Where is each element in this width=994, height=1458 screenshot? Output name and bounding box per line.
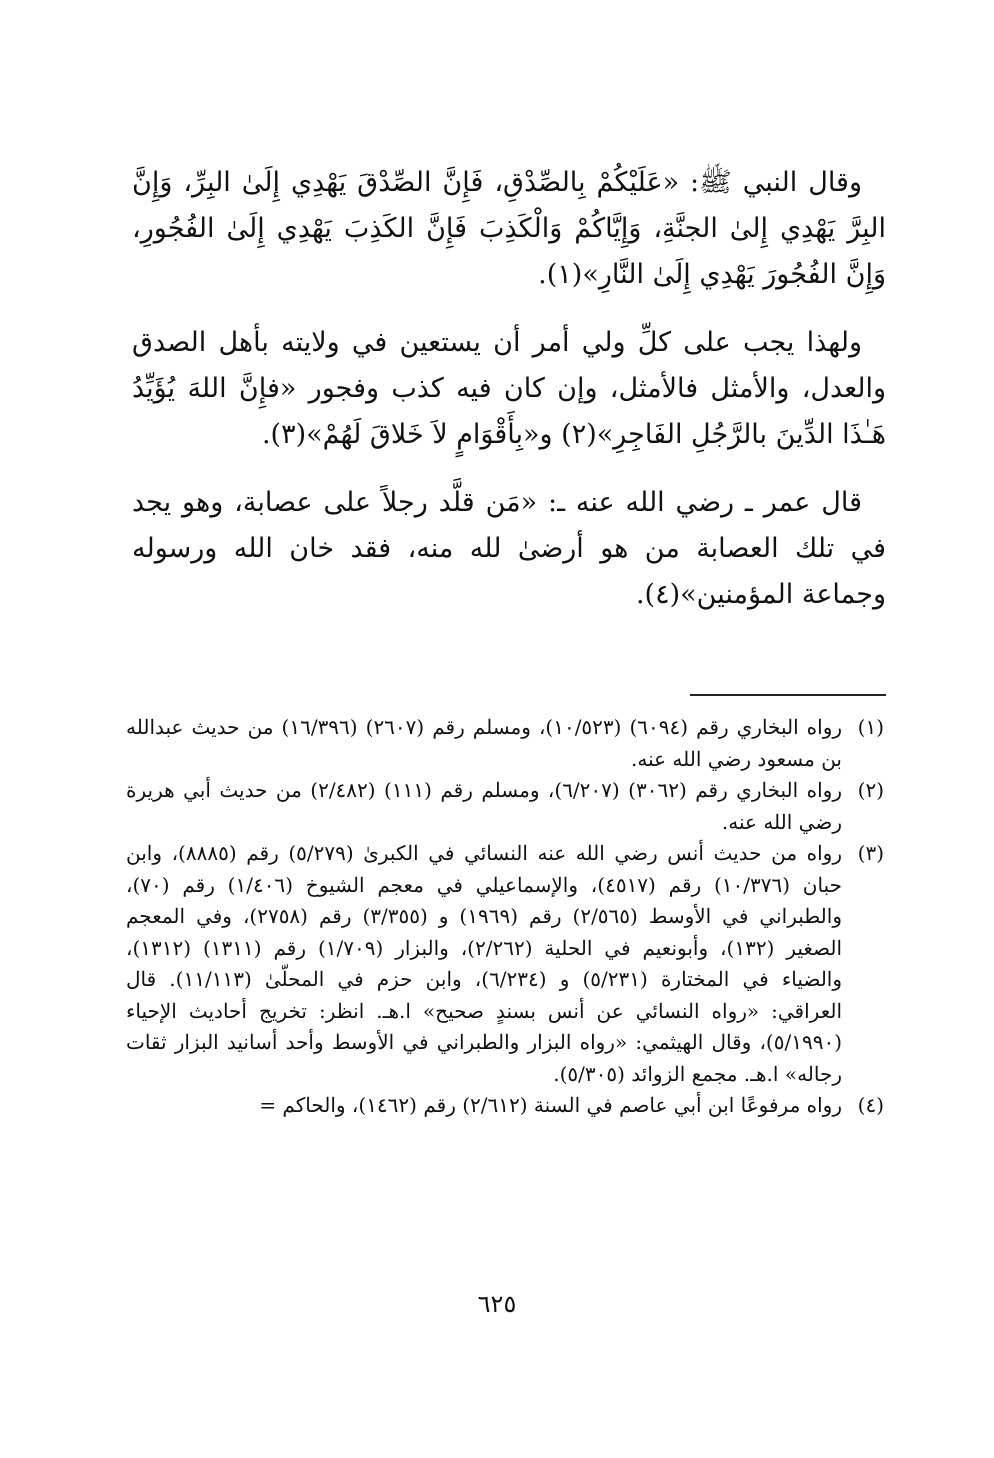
footnote-text: رواه مرفوعًا ابن أبي عاصم في السنة (٢/٦١٢) رقم (١٤٦٢)، والحاكم = <box>259 1093 842 1117</box>
footnote-separator <box>690 694 886 696</box>
footnote-text: رواه البخاري رقم (٦٠٩٤) (١٠/٥٢٣)، ومسلم رقم (٢٦٠٧) (١٦/٣٩٦) من حديث عبدالله بن مسعود رضي الله عنه. <box>126 715 843 771</box>
page-number: ٦٢٥ <box>477 1290 517 1318</box>
paragraph-rulers-duty: ولهذا يجب على كلِّ ولي أمر أن يستعين في ولايته بأهل الصدق والعدل، والأمثل فالأمثل، وإن كان فيه كذب وفجور «فإِنَّ اللهَ يُؤَيِّدُ هَـٰذَا الدِّينَ بالرَّجُلِ الفَاجِرِ»(٢) و«بِأَقْوَامٍ لاَ خَلاقَ لَهُمْ»(٣). <box>132 327 886 450</box>
footnote-number: (٣) <box>857 841 884 865</box>
paragraph-umar-saying: قال عمر ـ رضي الله عنه ـ: «مَن قلَّد رجلاً على عصابة، وهو يجد في تلك العصابة من هو أرضىٰ لله منه، فقد خان الله ورسوله وجماعة المؤمنين»(٤). <box>132 487 886 610</box>
footnote-4 <box>126 1090 884 1122</box>
footnote-2 <box>126 775 884 838</box>
footnote-number: (٢) <box>857 778 884 802</box>
footnote-1 <box>126 712 884 775</box>
footnote-3 <box>126 838 884 1090</box>
footnote-number: (٤) <box>857 1093 884 1117</box>
footnote-number: (١) <box>857 715 884 739</box>
footnotes-section <box>126 712 884 1122</box>
footnote-text: رواه من حديث أنس رضي الله عنه النسائي في الكبرىٰ (٥/٢٧٩) رقم (٨٨٨٥)، وابن حبان (١٠/٣٧٦) رقم (٤٥١٧)، والإسماعيلي في معجم الشيوخ (١/٤٠٦) رقم (٧٠)، والطبراني في الأوسط (٢/٥٦٥) رقم (١٩٦٩) و (٣/٣٥٥) رقم (٢٧٥٨)، وفي المعجم الصغير (١٣٢)، وأبونعيم في الحلية (٢/٢٦٢)، والبزار (١/٧٠٩) رقم (١٣١١) (١٣١٢)، والضياء في المختارة (٥/٢٣١) و (٦/٢٣٤)، وابن حزم في المحلّىٰ (١١/١١٣). قال العراقي: «رواه النسائي عن أنس بسندٍ صحيح» ا.هـ. انظر: تخريج أحاديث الإحياء (٥/١٩٩٠)، وقال الهيثمي: «رواه البزار والطبراني في الأوسط وأحد أسانيد البزار ثقات رجاله» ا.هـ. مجمع الزوائد (٥/٣٠٥). <box>126 841 843 1086</box>
footnote-text: رواه البخاري رقم (٣٠٦٢) (٦/٢٠٧)، ومسلم رقم (١١١) (٢/٤٨٢) من حديث أبي هريرة رضي الله عنه. <box>126 778 842 834</box>
main-text-body <box>132 160 886 640</box>
paragraph-hadith-truthfulness: وقال النبي ﷺ: «عَلَيْكُمْ بِالصِّدْقِ، فَإِنَّ الصِّدْقَ يَهْدِي إِلَىٰ البِرِّ، وَإِنَّ البِرَّ يَهْدِي إِلىٰ الجنَّةِ، وَإِيَّاكُمْ وَالْكَذِبَ فَإِنَّ الكَذِبَ يَهْدِي إِلَىٰ الفُجُورِ، وَإِنَّ الفُجُورَ يَهْدِي إِلَىٰ النَّارِ»(١). <box>132 167 886 290</box>
